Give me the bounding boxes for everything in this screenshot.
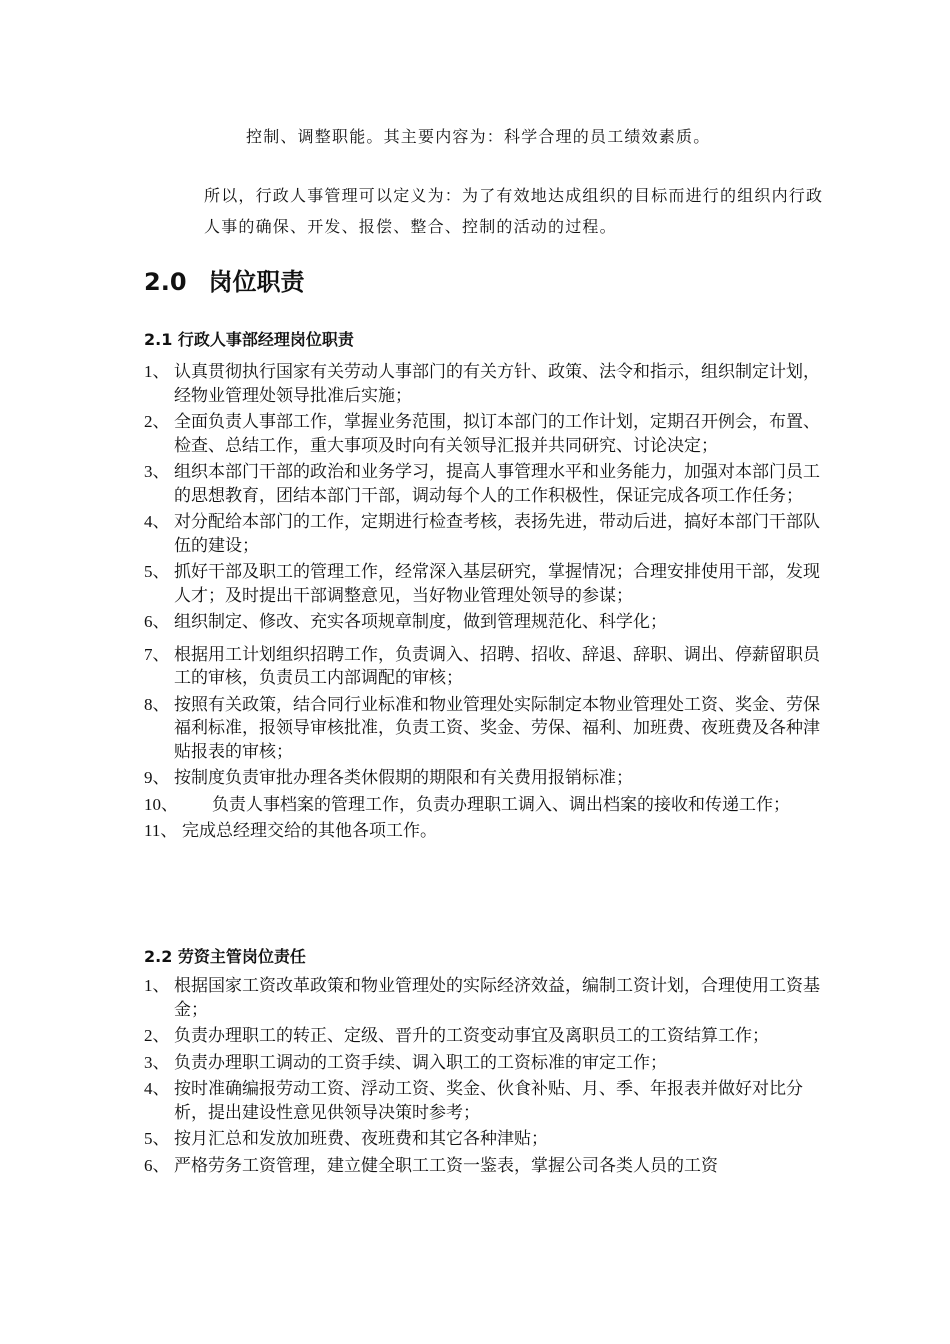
list-item: 6、 组织制定、修改、充实各项规章制度，做到管理规范化、科学化； <box>144 612 667 631</box>
subsection-heading-2: 2.2 劳资主管岗位责任 <box>144 947 306 966</box>
list-item: 9、 按制度负责审批办理各类休假期的期限和有关费用报销标准； <box>144 768 633 787</box>
section-heading <box>144 262 305 297</box>
intro-line: 控制、调整职能。其主要内容为：科学合理的员工绩效素质。 <box>246 127 711 146</box>
list-item: 10、 负责人事档案的管理工作，负责办理职工调入、调出档案的接收和传递工作； <box>144 794 790 814</box>
list-item: 1、 根据国家工资改革政策和物业管理处的实际经济效益，编制工资计划，合理使用工资基金； <box>144 976 820 1019</box>
duty-list-1 <box>144 360 824 846</box>
subsection-heading-1: 2.1 行政人事部经理岗位职责 <box>144 330 354 349</box>
section-number: 2.0 <box>144 268 187 296</box>
list-item: 8、 按照有关政策，结合同行业标准和物业管理处实际制定本物业管理处工资、奖金、劳保福利标准，报领导审核批准，负责工资、奖金、劳保、福利、加班费、夜班费及各种津贴报表的审核； <box>144 694 820 761</box>
list-item: 5、 抓好干部及职工的管理工作，经常深入基层研究，掌握情况；合理安排使用干部，发现人才；及时提出干部调整意见，当好物业管理处领导的参谋； <box>144 562 820 605</box>
list-item: 2、 全面负责人事部工作，掌握业务范围，拟订本部门的工作计划，定期召开例会，布置、检查、总结工作，重大事项及时向有关领导汇报并共同研究、讨论决定； <box>144 412 820 455</box>
list-item: 2、 负责办理职工的转正、定级、晋升的工资变动事宜及离职员工的工资结算工作； <box>144 1026 769 1045</box>
list-item: 3、 组织本部门干部的政治和业务学习，提高人事管理水平和业务能力，加强对本部门员工的思想教育，团结本部门干部，调动每个人的工作积极性，保证完成各项工作任务； <box>144 462 820 505</box>
duty-list-2 <box>144 974 824 1180</box>
list-item: 3、 负责办理职工调动的工资手续、调入职工的工资标准的审定工作； <box>144 1052 667 1072</box>
list-item: 7、 根据用工计划组织招聘工作，负责调入、招聘、招收、辞退、辞职、调出、停薪留职员工的审核，负责员工内部调配的审核； <box>144 644 820 687</box>
list-item: 11、 完成总经理交给的其他各项工作。 <box>144 821 437 840</box>
section-title: 岗位职责 <box>208 268 305 296</box>
intro-paragraph: 所以，行政人事管理可以定义为：为了有效地达成组织的目标而进行的组织内行政人事的确保、开发、报偿、整合、控制的活动的过程。 <box>204 186 824 236</box>
list-item: 1、 认真贯彻执行国家有关劳动人事部门的有关方针、政策、法令和指示，组织制定计划，经物业管理处领导批准后实施； <box>144 362 820 405</box>
list-item: 4、 按时准确编报劳动工资、浮动工资、奖金、伙食补贴、月、季、年报表并做好对比分析，提出建设性意见供领导决策时参考； <box>144 1079 803 1122</box>
list-item: 5、 按月汇总和发放加班费、夜班费和其它各种津贴； <box>144 1129 548 1148</box>
list-item: 4、 对分配给本部门的工作，定期进行检查考核，表扬先进，带动后进，搞好本部门干部队伍的建设； <box>144 512 820 555</box>
list-item: 6、 严格劳务工资管理，建立健全职工工资一鉴表，掌握公司各类人员的工资 <box>144 1155 718 1175</box>
